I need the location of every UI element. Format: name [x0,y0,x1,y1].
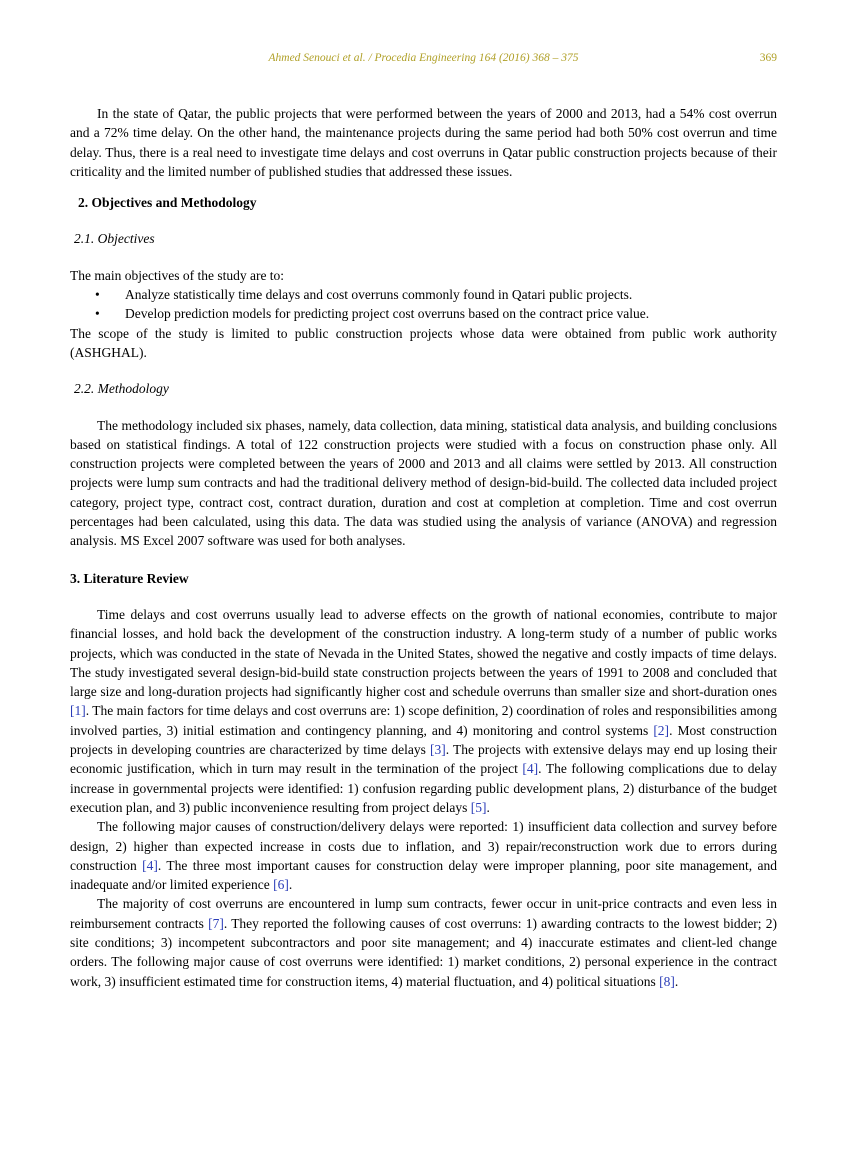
citation-link[interactable]: [7] [208,915,224,931]
page-number: 369 [759,52,777,64]
section-3-heading: 3. Literature Review [70,570,189,586]
section-2-heading: 2. Objectives and Methodology [78,195,257,211]
citation-link[interactable]: [1] [70,703,86,719]
citation-link[interactable]: [5] [470,799,487,815]
literature-paragraph-1: Time delays and cost overruns usually lead to adverse effects on the growth of national economies, contribute to major financial losses, and hold back the development of the construction industry. A long-term study of a number of public works projects, which was conducted in the state of Nevada in the United States, showed the negative and costly impacts of time delays. The study investigated several design-bid-build state construction projects between the years of 1991 to 2008 and concluded that large size and long-duration projects had significantly higher cost and schedule overruns than smaller size and short-duration ones [1]. The main factors for time delays and cost overruns are: 1) scope definition, 2) coordination of roles and responsibilities among involved parties, 3) initial estimation and contingency planning, and 4) monitoring and control systems [2]. Most construction projects in developing countries are characterized by time delays [3]. The projects with extensive delays may end up losing their economic justification, which in turn may result in the termination of the project [4]. The following complications due to delay increase in governmental projects were identified: 1) confusion regarding public development plans, 2) disturbance of the budget execution plan, and 3) public inconvenience resulting from project delays [5]. [70,606,778,815]
citation-link[interactable]: [4] [142,857,158,873]
list-item: • Develop prediction models for predicting project cost overruns based on the contract price value. [70,304,777,323]
list-item: • Analyze statistically time delays and cost overruns commonly found in Qatari public projects. [70,285,777,304]
citation-link[interactable]: [4] [522,761,539,777]
scope-paragraph: The scope of the study is limited to public construction projects whose data were obtained from public work authority (ASHGHAL). [70,325,777,360]
citation-link[interactable]: [2] [653,722,670,738]
objectives-lead: The main objectives of the study are to: [70,267,285,283]
citation-link[interactable]: [6] [273,877,289,893]
intro-paragraph: In the state of Qatar, the public projects that were performed between the years of 2000 and 2013, had a 54% cost overrun and a 72% time delay. On the other hand, the maintenance projects during the same period had both 50% cost overrun and time delay. Thus, there is a real need to investigate time delays and cost overruns in Qatar public construction projects because of their criticality and the limited number of published studies that addressed these issues. [70,106,777,179]
page-content [70,52,777,991]
article-body [70,104,777,991]
running-header [70,52,777,68]
literature-paragraph-3: The majority of cost overruns are encountered in lump sum contracts, fewer occur in unit-price contracts and even less in reimbursement contracts [7]. They reported the following causes of cost overruns: 1) awarding contracts to the lowest bidder; 2) site conditions; 3) incompetent subcontractors and poor site management; and 4) inaccurate estimates and client-led change orders. The following major cause of cost overruns were identified: 1) market conditions, 2) personal experience in the contract work, 3) insufficient estimated time for construction items, 4) material fluctuation, and 4) political situations [8]. [70,896,777,989]
running-title: Ahmed Senouci et al. / Procedia Engineering 164 (2016) 368 – 375 [268,52,579,64]
literature-paragraph-2: The following major causes of construction/delivery delays were reported: 1) insufficient data collection and survey before design, 2) higher than expected increase in costs due to inflation, and 3) repair/reconstruction work due to errors during construction [4]. The three most important causes for construction delay were improper planning, poor site management, and inadequate and/or limited experience [6]. [70,819,777,893]
section-2-1-heading: 2.1. Objectives [74,231,155,247]
section-2-2-heading: 2.2. Methodology [74,381,169,397]
methodology-paragraph: The methodology included six phases, namely, data collection, data mining, statistical data analysis, and building conclusions based on statistical findings. A total of 122 construction projects were studied with a focus on construction phase only. All construction projects were completed between the years of 2000 and 2013 and all claims were settled by 2013. All construction projects were lump sum contracts and had the traditional delivery method of design-bid-build. The collected data included project category, project type, contract cost, contract duration, duration and cost at completion at completion. Time and cost overrun percentages had been calculated, using this data. The data was studied using the analysis of variance (ANOVA) and regression analysis. MS Excel 2007 software was used for both analyses. [70,417,777,549]
objectives-list [70,285,777,324]
citation-link[interactable]: [3] [429,742,446,758]
citation-link[interactable]: [8] [659,973,675,989]
